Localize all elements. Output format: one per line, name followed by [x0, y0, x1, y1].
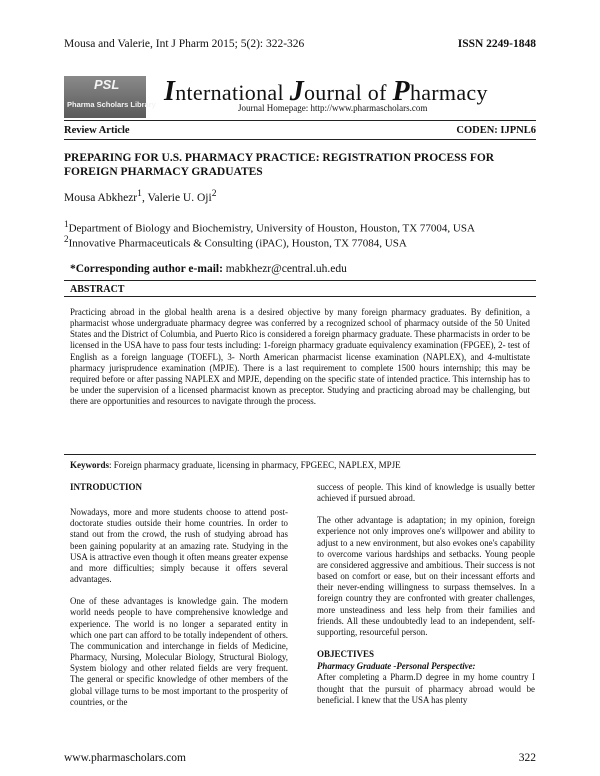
header-issn: ISSN 2249-1848 — [457, 38, 536, 50]
abstract-heading: ABSTRACT — [70, 284, 125, 295]
right-column — [317, 482, 535, 717]
author-name: Valerie U. Oji — [147, 191, 212, 204]
affiliation-1: $^1$Department of Biology and Biochemistry, University of Houston, Houston, TX 77004, USA — [64, 219, 475, 235]
footer-website: www.pharmascholars.com — [64, 752, 186, 764]
affiliation-2: $^2$Innovative Pharmaceuticals & Consulting (iPAC), Houston, TX 77084, USA — [64, 234, 407, 250]
header-citation: Mousa and Valerie, Int J Pharm 2015; 5(2): 322-326 — [64, 38, 305, 50]
corresponding-author: *Corresponding author e-mail: mabkhezr@central.uh.edu — [70, 263, 347, 275]
paragraph: success of people. This kind of knowledge is usually better achieved if pursued abroad. — [317, 482, 535, 504]
author-name: Mousa Abkhezr — [64, 191, 138, 204]
footer-page-number: 322 — [518, 752, 536, 764]
keywords: Keywords: Foreign pharmacy graduate, licensing in pharmacy, FPGEEC, NAPLEX, MPJE — [70, 460, 401, 470]
author-email[interactable]: mabkhezr@central.uh.edu — [225, 263, 347, 275]
journal-logo — [64, 76, 156, 118]
abstract-body: Practicing abroad in the global health arena is a desired objective by many foreign pharmacy graduates. By definition, a pharmacist whose undergraduate pharmacy degree was conferred by a recognized school of pharmacy outside of the 50 United States and the District of Columbia, and Puerto Rico is considered a foreign pharmacy graduate. These pharmacists in order to be licensed in the USA have to pass four tests including: 1-foreign pharmacy graduate equivalency examination (FPGEE), 2- test of English as a foreign language (TOEFL), 3- North American pharmacist license examination (NAPLEX), and 4-multistate pharmacy jurisprudence examination (MPJE). There is a last requirement to complete 1500 hours internship; this may be required before or after passing NAPLEX and MPJE, depending on the specific state of intended practice. This internship has to be under the supervision of a licensed pharmacist known as preceptor. Studying and practicing abroad may be challenging, but there are opportunities and resources to navigate through the process. — [70, 307, 530, 407]
coden: CODEN: IJPNL6 — [456, 125, 536, 136]
paragraph: The other advantage is adaptation; in my opinion, foreign experience not only improves one's willpower and ability to adjust to a new environment, but also evokes one's capability to overcome various hardships and setbacks. Young people are considered aggressive and ambitious. Their success is not based on comfort or ease, but on their incessant efforts and their never-ending willingness to surpass themselves. In a foreign country they are confronted with greater challenges, more unsteadiness and less help from their families and friends. All these undoubtedly lead to an independent, self-supporting, resourceful person. — [317, 515, 535, 637]
paragraph: One of these advantages is knowledge gain. The modern world needs people to have comprehensive knowledge and experience. The world is no longer a separated entity in which one part can afford to be totally independent of others. The communication and interchange in fields of Medicine, Pharmacy, Nursing, Molecular Biology, Structural Biology, System biology and other related fields are very frequent. The general or specific knowledge of other members of the global village turns to be most important to the prosperity of countries, or the — [70, 596, 288, 707]
article-type: Review Article — [64, 125, 130, 136]
logo-text: Pharma Scholars Library — [67, 100, 156, 109]
paper-title: PREPARING FOR U.S. PHARMACY PRACTICE: REGISTRATION PROCESS FOR FOREIGN PHARMACY GRADUATES — [64, 152, 495, 178]
subsection-heading: Pharmacy Graduate -Personal Perspective: — [317, 661, 476, 672]
header-divider — [64, 120, 536, 121]
author-list: Mousa Abkhezr$^1$, Valerie U. Oji$^2$ — [64, 188, 217, 204]
logo-mark: PSL — [94, 77, 120, 92]
section-heading-objectives: OBJECTIVES — [317, 649, 375, 660]
journal-homepage: Journal Homepage: http://www.pharmascholars.com — [238, 103, 428, 113]
section-heading-introduction: INTRODUCTION — [70, 482, 143, 492]
journal-title: International Journal of Pharmacy — [164, 76, 488, 107]
abstract-bottom-divider — [64, 454, 536, 455]
abstract-heading-divider — [64, 296, 536, 297]
paragraph: After completing a Pharm.D degree in my home country I thought that the pursuit of pharmacy abroad would be beneficial. I knew that the USA has plenty — [317, 672, 535, 705]
left-column — [70, 482, 288, 719]
meta-divider — [64, 139, 536, 140]
paragraph: Nowadays, more and more students choose to attend post-doctorate studies outside their home countries. In order to stand out from the crowd, the rush of studying abroad has been gaining popularity at an amazing rate. Studying in the USA is attractive even though it often means greater expense and more difficulties; simply because it offers several advantages. — [70, 507, 288, 585]
abstract-top-divider — [64, 280, 536, 281]
